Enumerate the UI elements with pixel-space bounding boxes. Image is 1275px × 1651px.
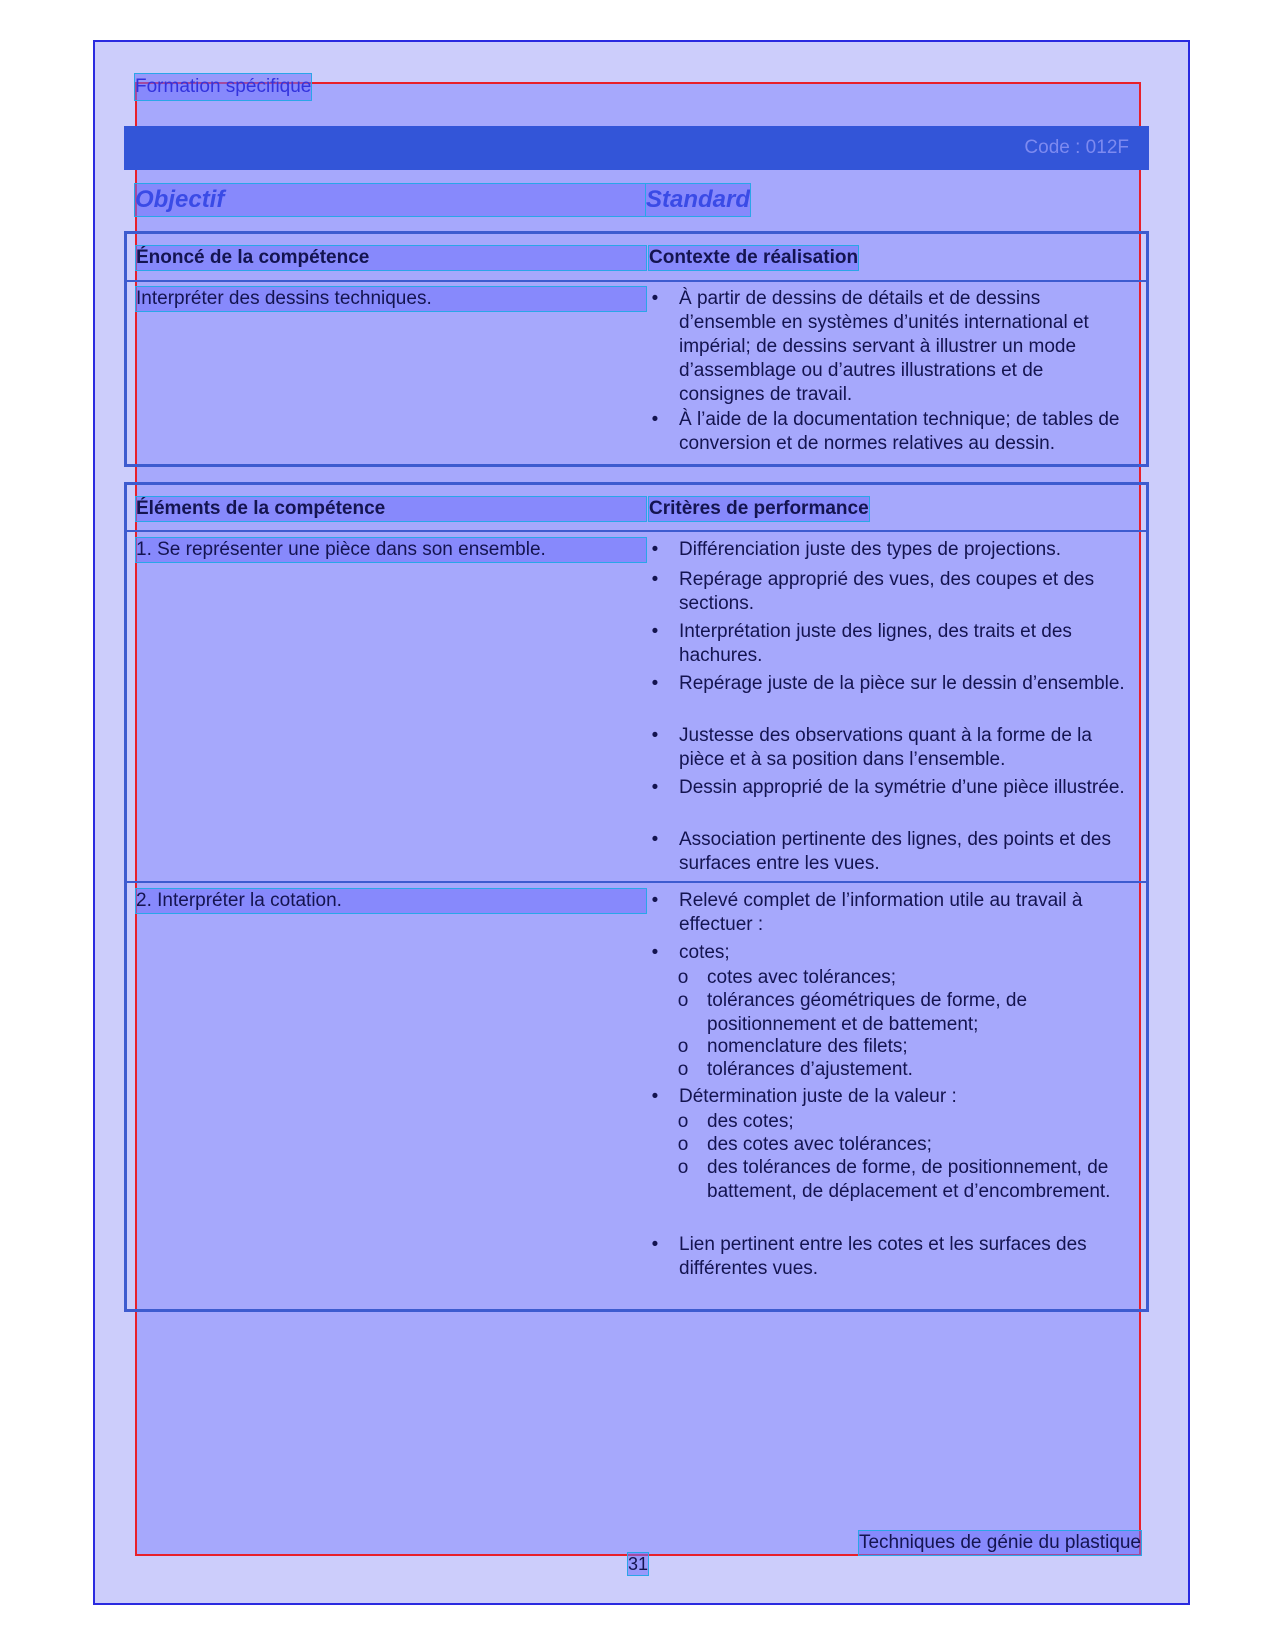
context-heading: Contexte de réalisation: [649, 247, 859, 268]
criterion: Repérage juste de la pièce sur le dessin d’ensemble.: [679, 673, 1125, 694]
criterion: Différenciation juste des types de projections.: [679, 539, 1061, 560]
sub-criterion: tolérances d’ajustement.: [707, 1059, 913, 1080]
page-number: 31: [628, 1554, 649, 1574]
row-divider: [127, 881, 1146, 883]
code-bar: [124, 126, 1149, 170]
competency-elements-table: [124, 482, 1149, 1312]
list-item: [649, 408, 1129, 456]
bullet-icon: •: [651, 1234, 659, 1255]
criterion: Détermination juste de la valeur :: [679, 1086, 957, 1107]
list-item: [649, 568, 1129, 616]
circle-bullet-icon: o: [677, 967, 689, 988]
circle-bullet-icon: o: [677, 1111, 689, 1132]
sub-criterion: cotes avec tolérances;: [707, 967, 897, 988]
program-name: Techniques de génie du plastique: [858, 1532, 1141, 1553]
sub-criterion: des cotes;: [707, 1111, 794, 1132]
sub-criterion: des cotes avec tolérances;: [707, 1134, 932, 1155]
list-item: [649, 672, 1129, 720]
bullet-icon: •: [651, 673, 659, 694]
criterion: Relevé complet de l’information utile au travail à effectuer :: [679, 890, 1083, 935]
list-item: [649, 724, 1129, 772]
sub-list-item: [677, 1156, 1117, 1228]
circle-bullet-icon: o: [677, 1059, 689, 1080]
list-item: [649, 287, 1129, 407]
table-header: [127, 485, 1146, 532]
criterion: Interprétation juste des lignes, des traits et des hachures.: [679, 621, 1072, 666]
bullet-icon: •: [651, 409, 659, 430]
criterion: Justesse des observations quant à la forme de la pièce et à sa position dans l’ensemble.: [679, 725, 1092, 770]
objective-heading: Objectif: [135, 184, 645, 216]
bullet-icon: •: [651, 890, 659, 911]
bullet-icon: •: [651, 288, 659, 309]
sub-list-item: [677, 1110, 1117, 1134]
bullet-icon: •: [651, 829, 659, 850]
criterion: Dessin approprié de la symétrie d’une pièce illustrée.: [679, 777, 1125, 798]
sub-criterion: des tolérances de forme, de positionnement, de battement, de déplacement et d’encombrement.: [707, 1157, 1111, 1202]
section-title: Formation spécifique: [135, 74, 311, 100]
competency-statement: Interpréter des dessins techniques.: [136, 287, 646, 311]
bullet-icon: •: [651, 569, 659, 590]
sub-criterion: tolérances géométriques de forme, de positionnement et de battement;: [707, 990, 1028, 1035]
criterion: Lien pertinent entre les cotes et les surfaces des différentes vues.: [679, 1234, 1087, 1279]
list-item: [649, 941, 1129, 965]
table-header: [127, 234, 1146, 282]
statement-heading: Énoncé de la compétence: [136, 246, 646, 270]
bullet-icon: •: [651, 539, 659, 560]
criterion: Repérage approprié des vues, des coupes et des sections.: [679, 569, 1095, 614]
circle-bullet-icon: o: [677, 1036, 689, 1057]
bullet-icon: •: [651, 1086, 659, 1107]
criterion: cotes;: [679, 942, 730, 963]
list-item: [649, 1085, 1129, 1109]
competency-element-1: 1. Se représenter une pièce dans son ensemble.: [136, 538, 646, 562]
sub-list-item: [677, 1133, 1117, 1157]
list-item: [649, 538, 1129, 562]
circle-bullet-icon: o: [677, 990, 689, 1011]
bullet-icon: •: [651, 725, 659, 746]
elements-heading: Éléments de la compétence: [136, 497, 646, 521]
bullet-icon: •: [651, 942, 659, 963]
criterion: Association pertinente des lignes, des points et des surfaces entre les vues.: [679, 829, 1111, 874]
sub-list-item: [677, 966, 1117, 990]
bullet-icon: •: [651, 777, 659, 798]
context-item: À partir de dessins de détails et de dessins d’ensemble en systèmes d’unités international et impérial; de dessins servant à illustrer un mode d’assemblage ou d’autres illustrations et de consignes de travail.: [679, 288, 1089, 405]
bullet-icon: •: [651, 621, 659, 642]
competency-code: Code : 012F: [1024, 137, 1129, 158]
competency-element-2: 2. Interpréter la cotation.: [136, 889, 646, 913]
circle-bullet-icon: o: [677, 1157, 689, 1178]
context-item: À l’aide de la documentation technique; de tables de conversion et de normes relatives au dessin.: [679, 409, 1120, 454]
list-item: [649, 620, 1129, 668]
sub-criterion: nomenclature des filets;: [707, 1036, 908, 1057]
competency-statement-table: [124, 231, 1149, 467]
list-item: [649, 1233, 1129, 1281]
standard-heading: Standard: [646, 184, 750, 216]
list-item: [649, 776, 1129, 824]
sub-list-item: [677, 1035, 1117, 1059]
list-item: [649, 889, 1129, 937]
sub-list-item: [677, 1058, 1117, 1082]
list-item: [649, 828, 1129, 876]
sub-list-item: [677, 989, 1117, 1037]
criteria-heading: Critères de performance: [649, 498, 869, 519]
circle-bullet-icon: o: [677, 1134, 689, 1155]
